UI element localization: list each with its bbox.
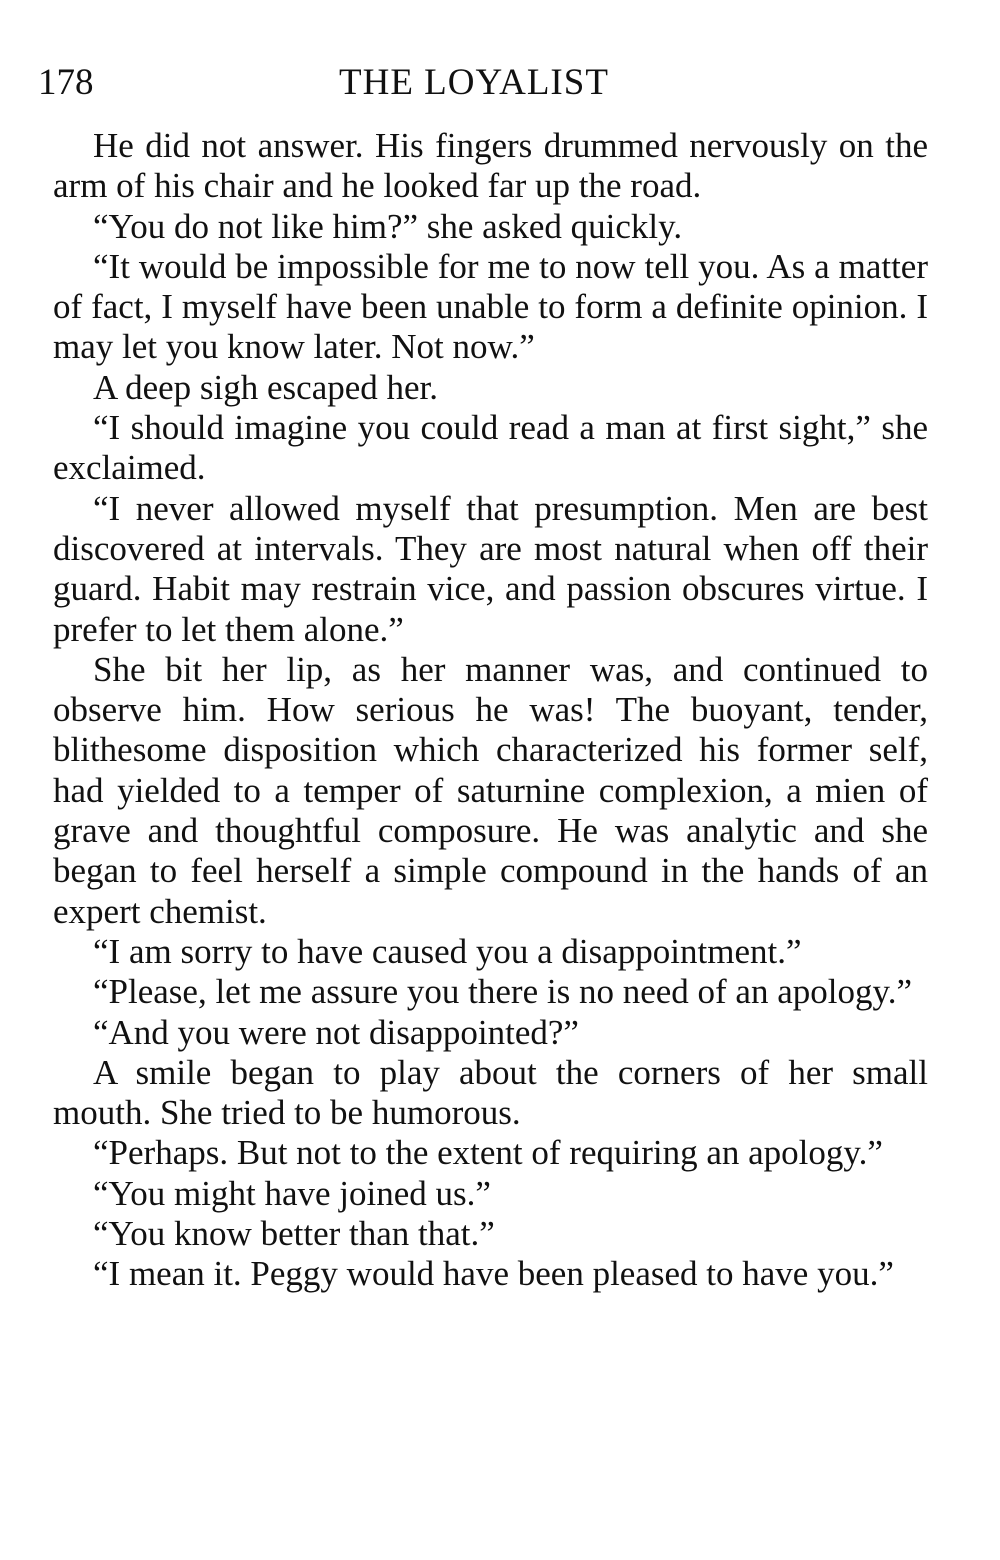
running-title: THE LOYALIST [339, 62, 609, 103]
paragraph: “You know better than that.” [93, 1214, 495, 1254]
page-body [53, 126, 928, 1295]
paragraph: “Please, let me assure you there is no need of an apology.” [93, 972, 912, 1012]
page-number: 178 [38, 62, 94, 103]
paragraph: “You do not like him?” she asked quickly. [93, 206, 683, 246]
paragraph: A smile began to play about the corners of her small mouth. She tried to be humorous. [53, 1052, 928, 1133]
paragraph: “Perhaps. But not to the extent of requiring an apology.” [93, 1133, 883, 1173]
paragraph: “It would be impossible for me to now tell you. As a matter of fact, I myself have been unable to form a definite opinion. I may let you know later. Not now.” [53, 246, 928, 367]
paragraph: He did not answer. His fingers drummed nervously on the arm of his chair and he looked far up the road. [53, 126, 928, 206]
paragraph: “I should imagine you could read a man at first sight,” she exclaimed. [53, 408, 928, 488]
paragraph: “You might have joined us.” [93, 1173, 491, 1213]
paragraph: “I am sorry to have caused you a disappointment.” [93, 931, 802, 971]
paragraph: A deep sigh escaped her. [93, 367, 439, 407]
paragraph: She bit her lip, as her manner was, and continued to observe him. How serious he was! The buoyant, tender, blithesome disposition which characterized his former self, had yielded to a temper of saturnine complexion, a mien of grave and thoughtful composure. He was analytic and she began to feel herself a simple compound in the hands of an expert chemist. [53, 649, 928, 931]
paragraph: “I never allowed myself that presumption. Men are best discovered at intervals. They are most natural when off their guard. Habit may restrain vice, and passion obscures virtue. I prefer to let them alone.” [53, 488, 928, 649]
page-header [38, 58, 938, 108]
paragraph: “And you were not disappointed?” [93, 1012, 579, 1052]
paragraph: “I mean it. Peggy would have been pleased to have you.” [93, 1254, 894, 1294]
